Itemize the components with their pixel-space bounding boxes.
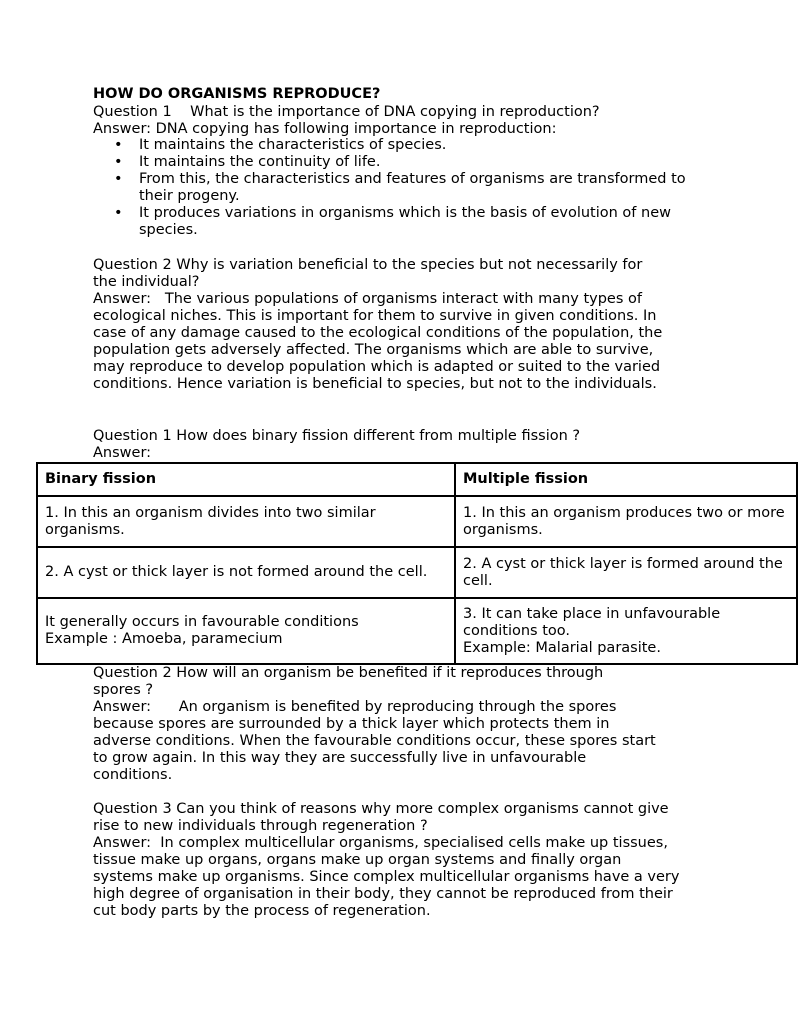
question-2-text: Question 2 Why is variation beneficial to the species but not necessarily for the individual? (93, 257, 647, 290)
answer-3-label: Answer: (93, 445, 152, 461)
table-row (37, 598, 797, 664)
table-cell: 3. It can take place in unfavourable conditions too. Example: Malarial parasite. (455, 598, 797, 664)
table-row (37, 547, 797, 598)
table-cell: It generally occurs in favourable conditions Example : Amoeba, paramecium (37, 598, 455, 664)
bullet-item: • It maintains the continuity of life. (93, 154, 693, 171)
question-1-text: Question 1 What is the importance of DNA copying in reproduction? (93, 104, 600, 120)
question-4-text: Question 2 How will an organism be benefited if it reproduces through spores ? (93, 665, 608, 698)
table-header-multiple: Multiple fission (455, 463, 797, 496)
bullet-item: • It produces variations in organisms which is the basis of evolution of new species. (93, 205, 693, 239)
table-header-binary: Binary fission (37, 463, 455, 496)
bullet-item: • From this, the characteristics and features of organisms are transformed to their progeny. (93, 171, 693, 205)
bullet-item: • It maintains the characteristics of species. (93, 137, 693, 154)
table-cell: 2. A cyst or thick layer is not formed around the cell. (37, 547, 455, 598)
question-3-text: Question 1 How does binary fission different from multiple fission ? (93, 428, 581, 444)
question-5-text: Question 3 Can you think of reasons why more complex organisms cannot give rise to new individuals through regeneration ? (93, 801, 674, 834)
table-row (37, 496, 797, 547)
fission-comparison-table (36, 462, 798, 665)
answer-1-bullet-list (93, 137, 693, 239)
table-cell: 2. A cyst or thick layer is formed around the cell. (455, 547, 797, 598)
answer-5-text: Answer: In complex multicellular organisms, specialised cells make up tissues, tissue make up organs, organs make up organ systems and finally organ systems make up organisms. Since complex multicellular organisms have a very high degree of organisation in their body, they cannot be reproduced from their cut body parts by the process of regeneration. (93, 835, 685, 919)
table-header-row (37, 463, 797, 496)
answer-2-text: Answer: The various populations of organisms interact with many types of ecological niches. This is important for them to survive in given conditions. In case of any damage caused to the ecological conditions of the population, the population gets adversely affected. The organisms which are able to survive, may reproduce to develop population which is adapted or suited to the varied conditions. Hence variation is beneficial to species, but not to the individuals. (93, 291, 667, 392)
table-cell: 1. In this an organism divides into two similar organisms. (37, 496, 455, 547)
answer-1-intro: Answer: DNA copying has following importance in reproduction: (93, 121, 557, 137)
page-title: HOW DO ORGANISMS REPRODUCE? (93, 86, 381, 102)
answer-4-text: Answer: An organism is benefited by reproducing through the spores because spores are surrounded by a thick layer which protects them in adverse conditions. When the favourable conditions occur, these spores start to grow again. In this way they are successfully live in unfavourable conditions. (93, 699, 661, 783)
table-cell: 1. In this an organism produces two or more organisms. (455, 496, 797, 547)
